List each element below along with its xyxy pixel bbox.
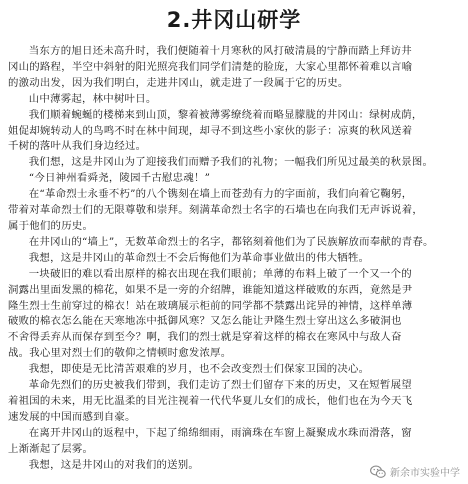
text-line: 我想，这是井冈山的对我们的送别。 [28, 458, 200, 471]
text-line: 一块破旧的难以看出原样的棉衣出现在我们眼前；单薄的布料上破了一个又一个的 [28, 267, 412, 280]
text-line: 带着对革命烈士们的无限尊敬和崇拜。刻满革命烈士名字的石墙也在向我们无声诉说着， [8, 204, 423, 217]
wechat-icon [370, 465, 386, 479]
text-line: 属于他们的历史。 [8, 219, 94, 232]
text-line: 战。我心里对烈士们的敬仰之情顿时愈发浓厚。 [8, 347, 232, 360]
text-line: 的激动出发，因为我们明白，走进井冈山，就走进了一段属于它的历史。 [8, 76, 349, 89]
text-line: 速发展的中国而感到自豪。 [8, 410, 136, 423]
text-line: 我们想，这是井冈山为了迎接我们而赠予我们的礼物；一幅我们所见过最美的秋景图。 [28, 156, 434, 169]
text-line: 我们顺着蜿蜒的楼梯来到山顶，黎着被薄雾缭绕着而略显朦胧的井冈山：绿树成荫， [28, 108, 423, 121]
text-line: 冈山的路程，半空中斜射的阳光照亮我们同学们清楚的脸庞，大家心里都怀着难以言喻 [8, 60, 413, 73]
account-watermark [368, 463, 462, 480]
text-line: 千树的落叶从我们身边经过。 [8, 140, 147, 153]
text-line: “今日神州看舜尧，陵园千古慰忠魂！” [28, 172, 211, 185]
text-line: 着祖国的未来，用无比温柔的目光注视着一代代华夏儿女们的成长，他们也在为今天飞 [8, 394, 413, 407]
watermark-text: 新余市实验中学 [390, 468, 460, 479]
article-title: 2.井冈山研学 [166, 8, 302, 32]
text-line: 在井冈山的“墙上”，无数革命烈士的名字，都铭刻着他们为了民族解放而奉献的青春。 [28, 235, 434, 248]
text-line: 上渐渐起了层雾。 [8, 442, 94, 455]
text-line: 隆生烈士生前穿过的棉衣！站在玻璃展示柜前的同学都不禁露出诧异的神情，这样单薄 [8, 299, 413, 312]
text-line: 破败的棉衣怎么能在天寒地冻中抵御风寒？又怎么能让尹隆生烈士穿出这么多破洞也 [8, 315, 402, 328]
text-line: 姐促却婉转动人的鸟鸣不时在林中间现，却寻不到这些小家伙的影子：凉爽的秋风送着 [8, 124, 413, 137]
article-body [8, 44, 460, 473]
text-line: 我想，即使是无比清苦艰难的岁月，也不会改变烈士们保家卫国的决心。 [28, 363, 370, 376]
text-line: 山中薄雾起，林中树叶日。 [28, 92, 157, 105]
text-line: 当东方的旭日还未高升时，我们便随着十月寒秋的风打破清晨的宁静而踏上拜访井 [28, 45, 412, 57]
text-line: 革命先烈们的历史被我们带到，我们走访了烈士们留存下来的历史，又在短暂展望 [28, 379, 412, 392]
text-line: 我想，这是井冈山的革命烈士不会后悔他们为革命事业做出的伟大牺牲。 [28, 251, 370, 264]
text-line: 洞露出里面发黑的棉花，如果不是一旁的介绍牌，谁能知道这样破败的东西，竟然是尹 [8, 283, 413, 296]
text-line: 在“革命烈士永垂不朽”的八个镌刻在墙上而苍劲有力的字面前，我们向着它鞠躬， [28, 188, 413, 201]
text-line: 不舍得丢弃从而保存到至今？啊，我们的烈士就是穿着这样的棉衣在寒风中与敌人奋 [8, 331, 402, 344]
text-line: 在离开井冈山的返程中，下起了绵绵细雨，雨滴珠在车窗上凝聚成水珠而滑落，窗 [28, 426, 412, 439]
